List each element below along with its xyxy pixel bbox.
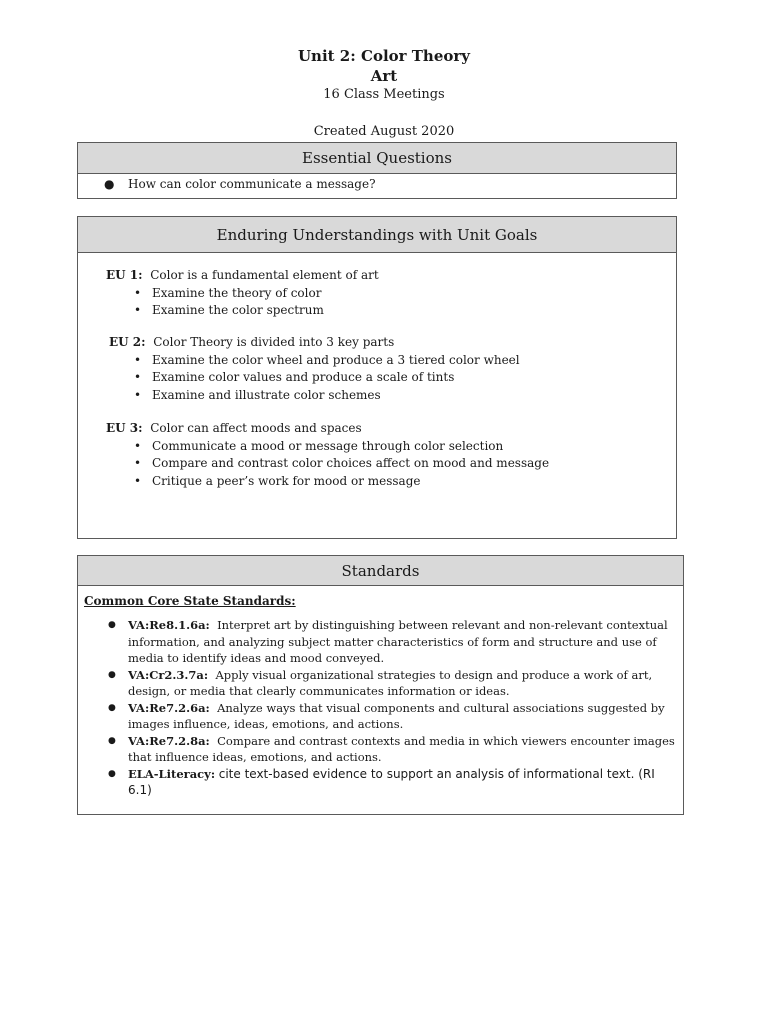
eu-goal-item: • Examine color values and produce a scale of tints [134, 369, 520, 387]
standard-item [104, 667, 678, 700]
standards-table [77, 555, 684, 815]
standard-code: ELA-Literacy: [128, 766, 216, 781]
bullet-icon: ● [104, 177, 115, 191]
essential-question-item [104, 176, 376, 192]
eu-goal-item: • Compare and contrast color choices affect on mood and message [134, 455, 549, 473]
eu-goal-item: • Communicate a mood or message through color selection [134, 438, 549, 456]
unit-title: Unit 2: Color Theory [297, 47, 471, 65]
subject-title: Art [370, 67, 398, 85]
standard-code: VA:Cr2.3.7a: [128, 667, 209, 682]
standards-list [104, 617, 678, 799]
standard-code: VA:Re7.2.6a: [128, 700, 210, 715]
eu-label: EU 1: [106, 268, 143, 282]
essential-questions-table [77, 142, 677, 199]
standard-code: VA:Re8.1.6a: [128, 618, 210, 632]
standard-item [104, 733, 678, 766]
standard-text: Apply visual organizational strategies to design and produce a work of art, design, or media that clearly communicates information or ideas. [128, 667, 653, 698]
document-title-block [0, 46, 768, 104]
eu-goal-item: • Examine the color spectrum [134, 302, 379, 320]
eu-group-3 [106, 420, 549, 490]
standard-item [104, 617, 678, 667]
eu-goal-item: • Examine the theory of color [134, 285, 379, 303]
eu-statement: Color can affect moods and spaces [150, 421, 362, 435]
enduring-understandings-table [77, 216, 677, 539]
standards-heading: Standards [78, 556, 683, 586]
class-meetings: 16 Class Meetings [323, 87, 445, 102]
created-date: Created August 2020 [313, 124, 455, 139]
standard-item [104, 700, 678, 733]
enduring-understandings-heading: Enduring Understandings with Unit Goals [78, 217, 676, 253]
eu-label: EU 3: [106, 421, 143, 435]
eu-goal-list [106, 438, 549, 491]
eu-goal-list [106, 285, 379, 320]
standard-text: Analyze ways that visual components and cultural associations suggested by images influence, ideas, emotions, and actions. [128, 700, 665, 731]
eu-goal-item: • Critique a peer’s work for mood or message [134, 473, 549, 491]
eu-heading [109, 334, 520, 352]
eu-group-1 [106, 267, 379, 320]
standard-item [104, 766, 678, 799]
eu-goal-item: • Examine and illustrate color schemes [134, 387, 520, 405]
eu-label: EU 2: [109, 335, 146, 349]
eu-statement: Color Theory is divided into 3 key parts [153, 335, 395, 349]
eu-statement: Color is a fundamental element of art [150, 268, 379, 282]
essential-questions-heading: Essential Questions [78, 143, 676, 174]
standard-code: VA:Re7.2.8a: [128, 733, 210, 748]
eu-group-2 [109, 334, 520, 404]
essential-question-text: How can color communicate a message? [128, 177, 376, 191]
standard-text: Interpret art by distinguishing between relevant and non-relevant contextual information, and analyzing subject matter characteristics of form and structure and use of media to identify ideas and mood conveyed. [128, 618, 668, 665]
eu-heading [106, 420, 549, 438]
eu-heading [106, 267, 379, 285]
eu-goal-item: • Examine the color wheel and produce a 3 tiered color wheel [134, 352, 520, 370]
ccss-label: Common Core State Standards: [84, 594, 296, 608]
eu-goal-list [109, 352, 520, 405]
standard-text: Compare and contrast contexts and media in which viewers encounter images that influence ideas, emotions, and actions. [128, 733, 675, 764]
standard-text: cite text-based evidence to support an analysis of informational text. (RI 6.1) [128, 766, 655, 797]
